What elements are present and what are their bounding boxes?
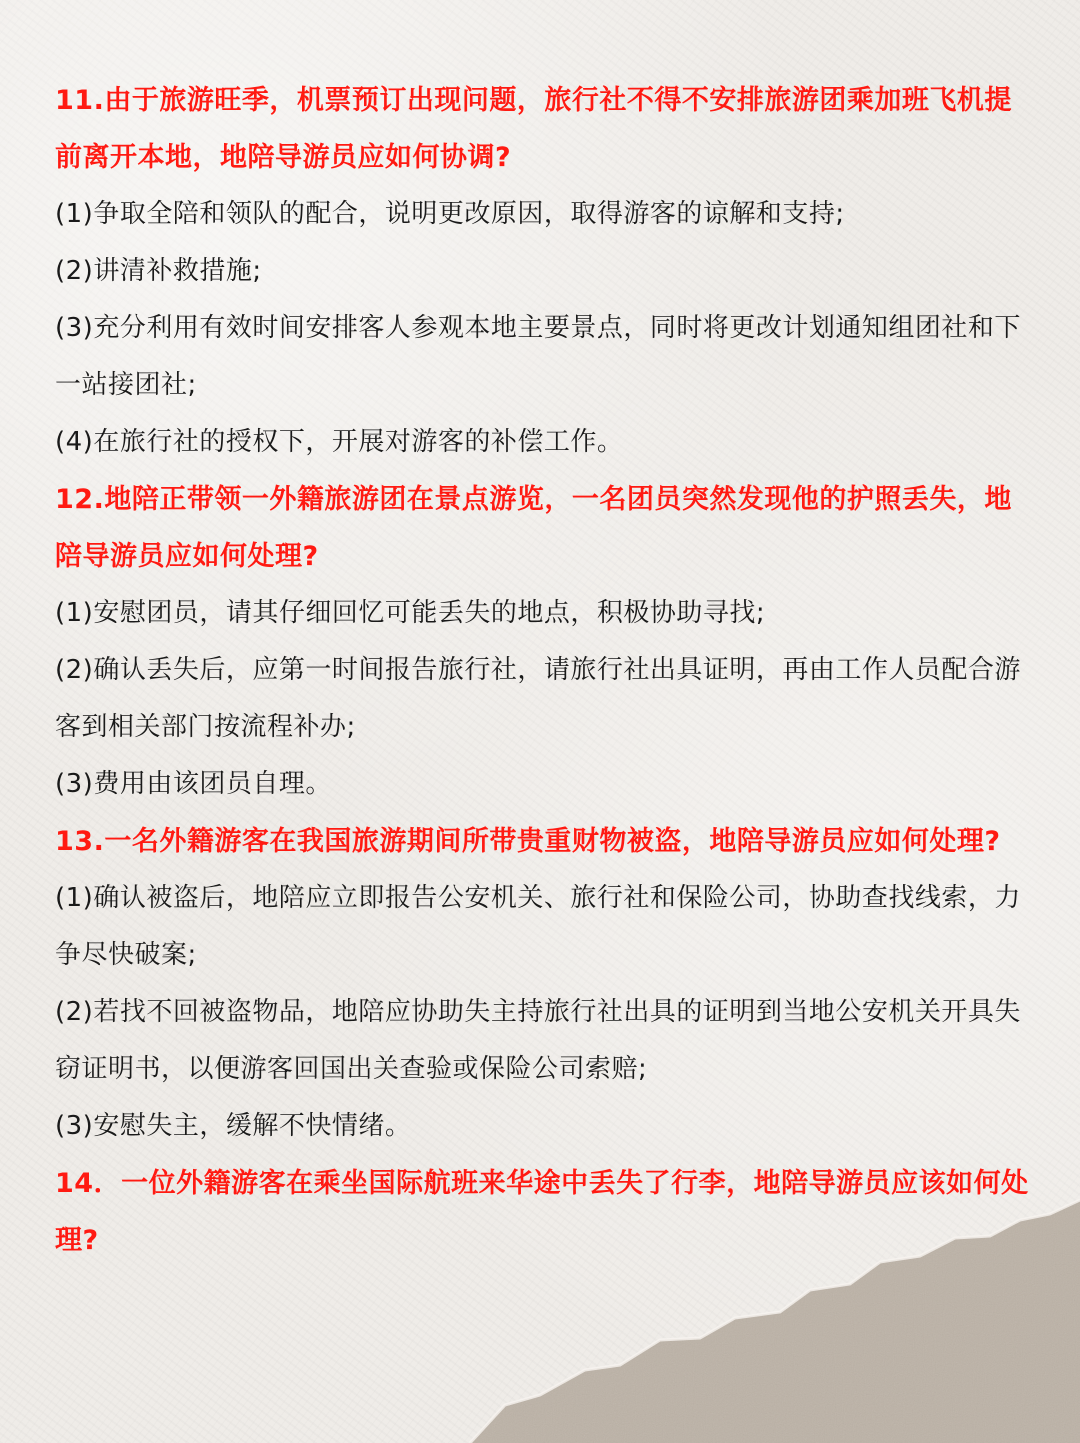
answer-line: (2)确认丢失后，应第一时间报告旅行社，请旅行社出具证明，再由工作人员配合游客到相关部门按流程补办; (55, 655, 1021, 742)
question-block-11 (55, 72, 1035, 471)
answer-line: (1)安慰团员，请其仔细回忆可能丢失的地点，积极协助寻找; (55, 598, 766, 628)
answer-line: (3)安慰失主，缓解不快情绪。 (55, 1111, 412, 1141)
question-title: 13.一名外籍游客在我国旅游期间所带贵重财物被盗，地陪导游员应如何处理? (55, 826, 1001, 857)
answer-line: (4)在旅行社的授权下，开展对游客的补偿工作。 (55, 427, 624, 457)
answer-line: (2)讲清补救措施; (55, 256, 262, 286)
question-title: 11.由于旅游旺季，机票预订出现问题，旅行社不得不安排旅游团乘加班飞机提前离开本地，地陪导游员应如何协调? (55, 85, 1012, 173)
question-block-14 (55, 1155, 1035, 1269)
question-title: 12.地陪正带领一外籍旅游团在景点游览，一名团员突然发现他的护照丢失，地陪导游员应如何处理? (55, 484, 1012, 572)
answer-line: (1)确认被盗后，地陪应立即报告公安机关、旅行社和保险公司，协助查找线索，力争尽快破案; (55, 883, 1021, 970)
question-title: 14．一位外籍游客在乘坐国际航班来华途中丢失了行李，地陪导游员应该如何处理? (55, 1168, 1029, 1256)
answer-line: (1)争取全陪和领队的配合，说明更改原因，取得游客的谅解和支持; (55, 199, 845, 229)
answer-line: (3)充分利用有效时间安排客人参观本地主要景点，同时将更改计划通知组团社和下一站接团社; (55, 313, 1021, 400)
question-block-12 (55, 471, 1035, 813)
document-body (55, 72, 1035, 1269)
question-block-13 (55, 813, 1035, 1155)
answer-line: (2)若找不回被盗物品，地陪应协助失主持旅行社出具的证明到当地公安机关开具失窃证明书，以便游客回国出关查验或保险公司索赔; (55, 997, 1021, 1084)
answer-line: (3)费用由该团员自理。 (55, 769, 332, 799)
